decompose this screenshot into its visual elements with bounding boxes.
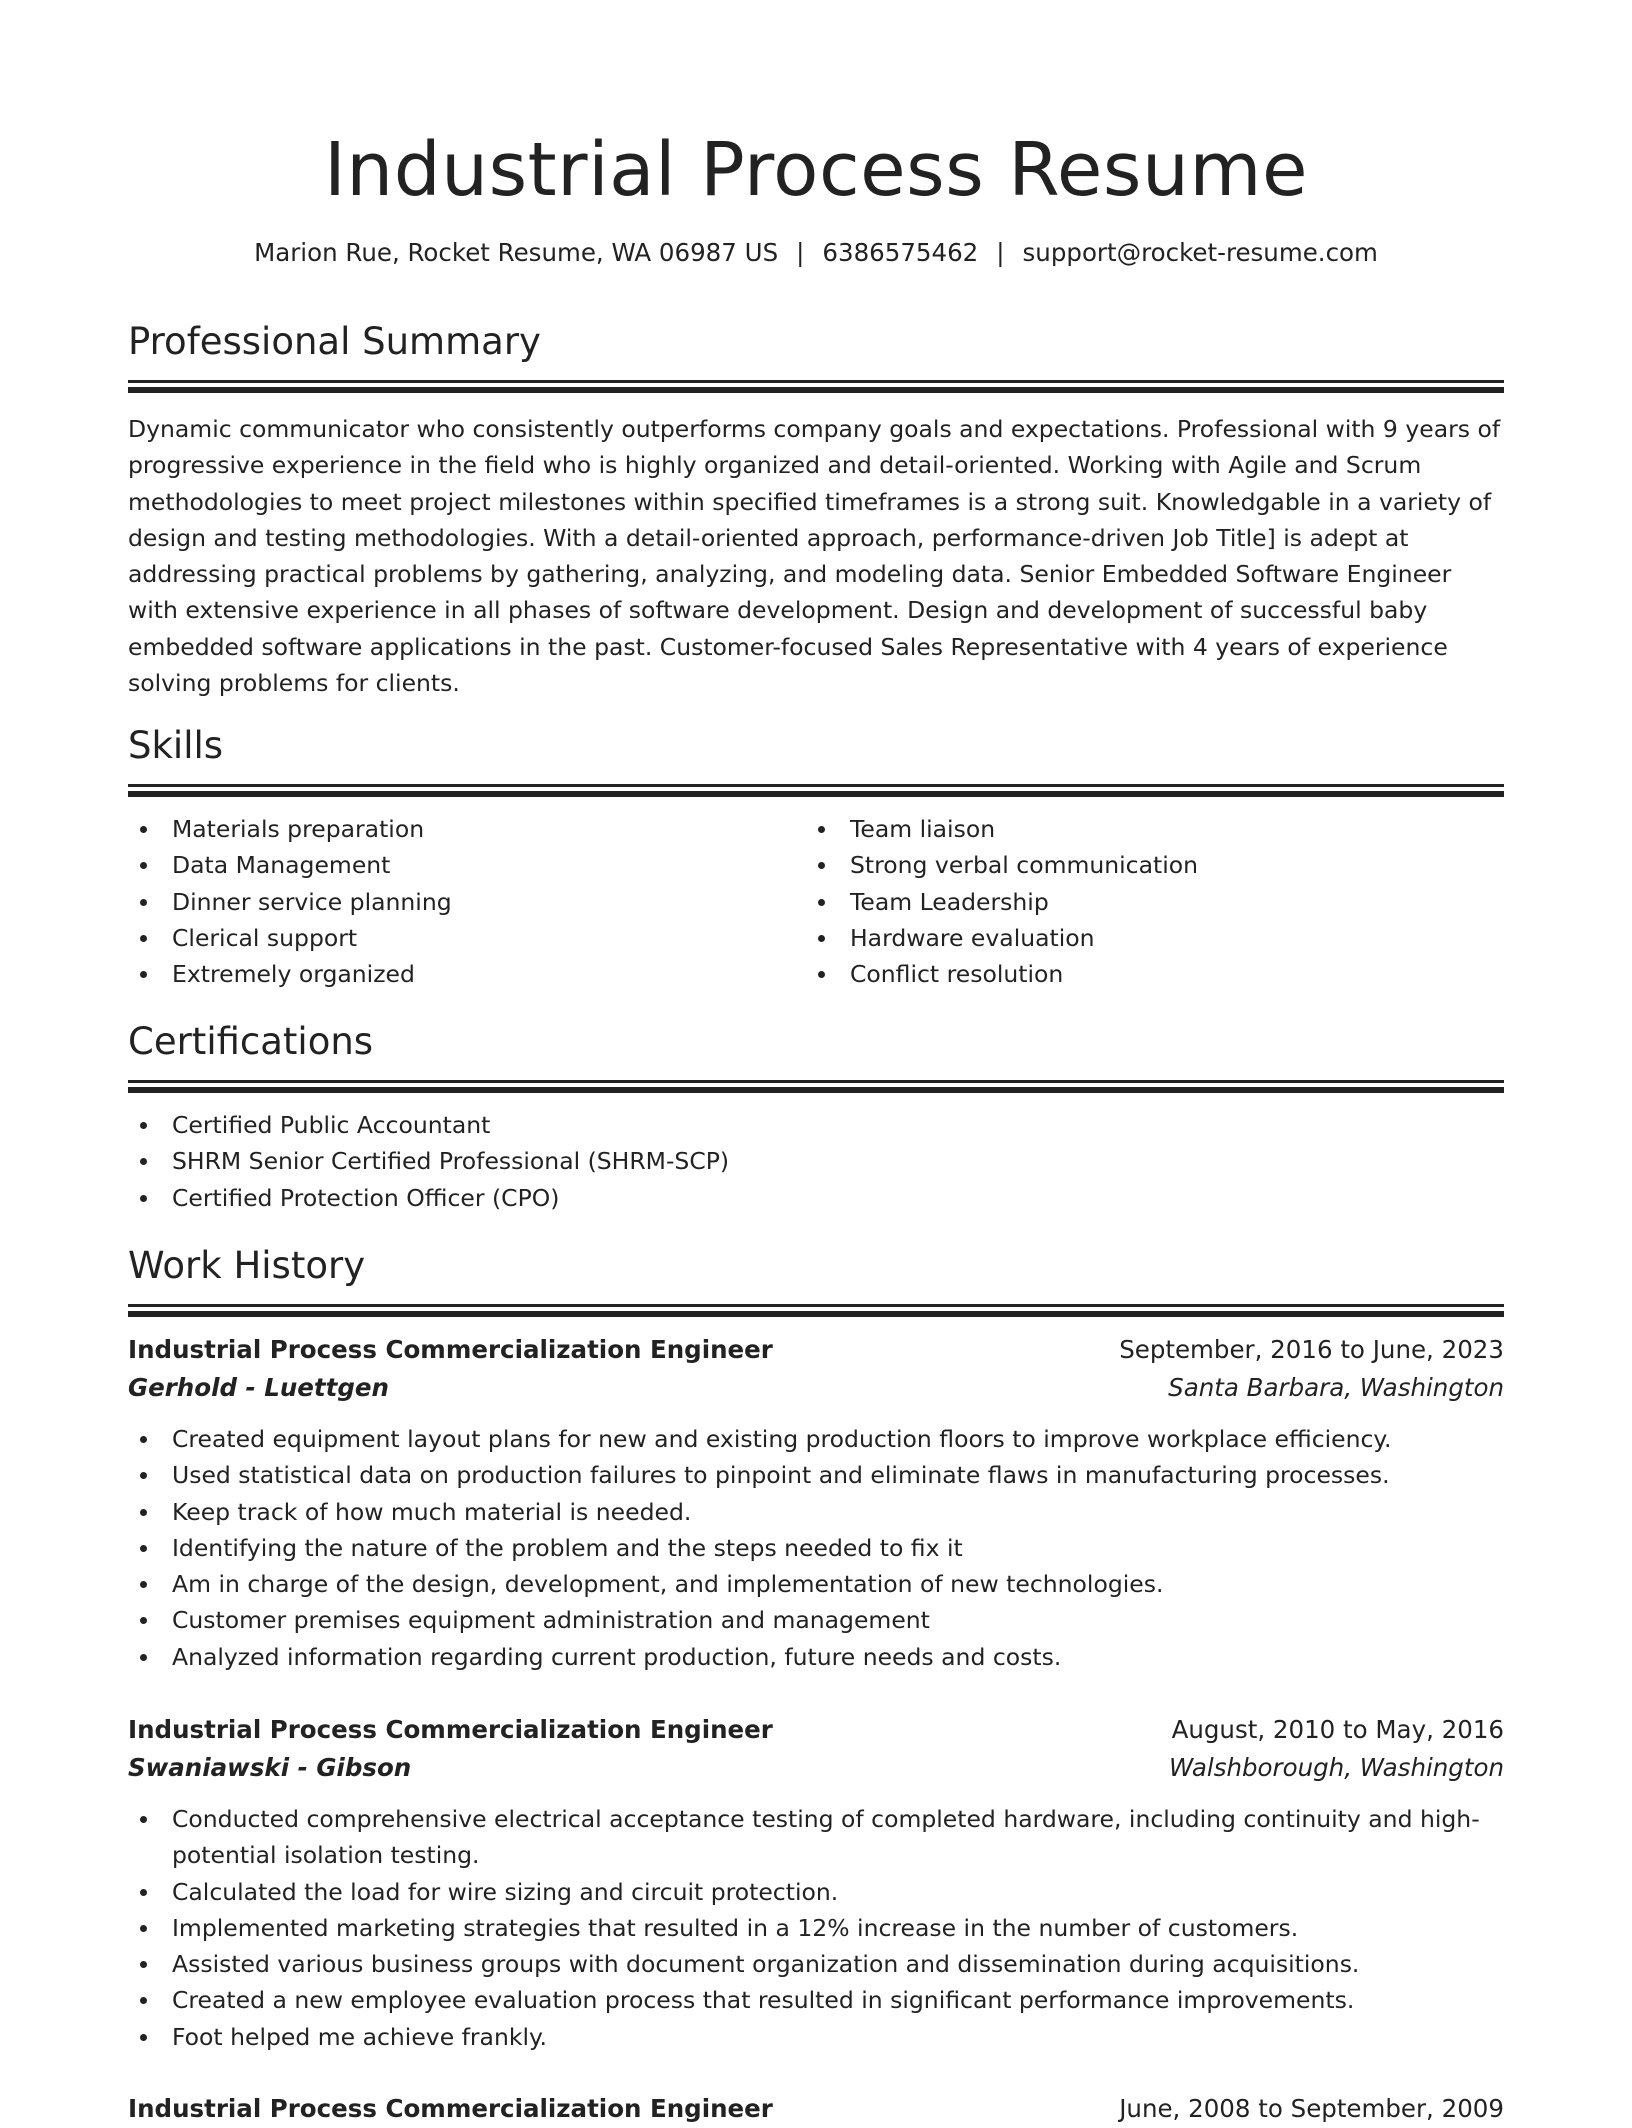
certifications-heading: Certifications bbox=[128, 1020, 374, 1063]
job-dates: August, 2010 to May, 2016 bbox=[1171, 1715, 1504, 1744]
job-subheader-row bbox=[128, 1749, 1504, 1787]
section-divider bbox=[128, 1080, 1504, 1083]
list-item: Customer premises equipment administration and management bbox=[128, 1602, 1504, 1638]
contact-separator: | bbox=[996, 238, 1005, 267]
list-item: Identifying the nature of the problem and the steps needed to fix it bbox=[128, 1530, 1504, 1566]
job-location: Santa Barbara, Washington bbox=[1168, 1373, 1504, 1402]
list-item: Foot helped me achieve frankly. bbox=[128, 2019, 1504, 2055]
job-dates: September, 2016 to June, 2023 bbox=[1119, 1335, 1504, 1364]
certifications-list bbox=[128, 1107, 1504, 1216]
job-dates: June, 2008 to September, 2009 bbox=[1119, 2094, 1504, 2123]
job-bullets bbox=[128, 1801, 1504, 2055]
section-divider bbox=[128, 1304, 1504, 1307]
list-item: Certified Protection Officer (CPO) bbox=[128, 1180, 1504, 1216]
skills-list-left bbox=[128, 811, 806, 992]
job-header-row bbox=[128, 2090, 1504, 2128]
list-item: Conflict resolution bbox=[806, 956, 1484, 992]
list-item: Used statistical data on production failures to pinpoint and eliminate flaws in manufacturing processes. bbox=[128, 1457, 1504, 1493]
list-item: Clerical support bbox=[128, 920, 806, 956]
job-subheader-row bbox=[128, 1369, 1504, 1407]
job-bullets bbox=[128, 1421, 1504, 1675]
skills-section bbox=[128, 722, 1504, 992]
section-divider bbox=[128, 380, 1504, 383]
job-title: Industrial Process Commercialization Engineer bbox=[128, 2094, 773, 2123]
list-item: Materials preparation bbox=[128, 811, 806, 847]
list-item: Implemented marketing strategies that resulted in a 12% increase in the number of customers. bbox=[128, 1910, 1504, 1946]
list-item: Extremely organized bbox=[128, 956, 806, 992]
list-item: Team Leadership bbox=[806, 884, 1484, 920]
job-company: Swaniawski - Gibson bbox=[128, 1753, 412, 1782]
list-item: Hardware evaluation bbox=[806, 920, 1484, 956]
job-title: Industrial Process Commercialization Engineer bbox=[128, 1335, 773, 1364]
job-entry bbox=[128, 1331, 1504, 1675]
list-item: Strong verbal communication bbox=[806, 847, 1484, 883]
job-location: Walshborough, Washington bbox=[1169, 1753, 1504, 1782]
list-item: Assisted various business groups with document organization and dissemination during acquisitions. bbox=[128, 1946, 1504, 1982]
section-divider bbox=[128, 784, 1504, 787]
skills-list-right bbox=[806, 811, 1484, 992]
job-header-row bbox=[128, 1711, 1504, 1749]
skills-grid bbox=[128, 811, 1504, 992]
job-header-row bbox=[128, 1331, 1504, 1369]
contact-phone: 6386575462 bbox=[822, 238, 979, 267]
summary-section bbox=[128, 318, 1504, 701]
resume-page bbox=[128, 0, 1504, 2123]
contact-separator: | bbox=[796, 238, 805, 267]
contact-address: Marion Rue, Rocket Resume, WA 06987 US bbox=[254, 238, 779, 267]
list-item: Team liaison bbox=[806, 811, 1484, 847]
list-item: Created a new employee evaluation process that resulted in significant performance improvements. bbox=[128, 1982, 1504, 2018]
list-item: Am in charge of the design, development, and implementation of new technologies. bbox=[128, 1566, 1504, 1602]
list-item: SHRM Senior Certified Professional (SHRM-SCP) bbox=[128, 1143, 1504, 1179]
list-item: Conducted comprehensive electrical acceptance testing of completed hardware, including continuity and high-potential isolation testing. bbox=[128, 1801, 1504, 1874]
list-item: Data Management bbox=[128, 847, 806, 883]
job-title: Industrial Process Commercialization Engineer bbox=[128, 1715, 773, 1744]
summary-text: Dynamic communicator who consistently outperforms company goals and expectations. Professional with 9 years of progressive experience in the field who is highly organized and detail-oriented. Working with Agile and Scrum methodologies to meet project milestones within specified timeframes is a strong suit. Knowledgable in a variety of design and testing methodologies. With a detail-oriented approach, performance-driven Job Title] is adept at addressing practical problems by gathering, analyzing, and modeling data. Senior Embedded Software Engineer with extensive experience in all phases of software development. Design and development of successful baby embedded software applications in the past. Customer-focused Sales Representative with 4 years of experience solving problems for clients. bbox=[128, 415, 1501, 698]
job-company: Gerhold - Luettgen bbox=[128, 1373, 389, 1402]
job-entry bbox=[128, 2090, 1504, 2128]
certifications-section bbox=[128, 1018, 1504, 1216]
job-entry bbox=[128, 1711, 1504, 2055]
contact-line bbox=[128, 236, 1504, 270]
work-history-section bbox=[128, 1242, 1504, 1307]
list-item: Analyzed information regarding current production, future needs and costs. bbox=[128, 1639, 1504, 1675]
list-item: Calculated the load for wire sizing and circuit protection. bbox=[128, 1874, 1504, 1910]
list-item: Created equipment layout plans for new and existing production floors to improve workplace efficiency. bbox=[128, 1421, 1504, 1457]
list-item: Certified Public Accountant bbox=[128, 1107, 1504, 1143]
skills-heading: Skills bbox=[128, 724, 224, 767]
resume-title: Industrial Process Resume bbox=[323, 127, 1308, 213]
list-item: Keep track of how much material is needed. bbox=[128, 1494, 1504, 1530]
summary-heading: Professional Summary bbox=[128, 320, 541, 363]
work-history-heading: Work History bbox=[128, 1244, 366, 1287]
contact-email[interactable]: support@rocket-resume.com bbox=[1022, 238, 1378, 267]
list-item: Dinner service planning bbox=[128, 884, 806, 920]
